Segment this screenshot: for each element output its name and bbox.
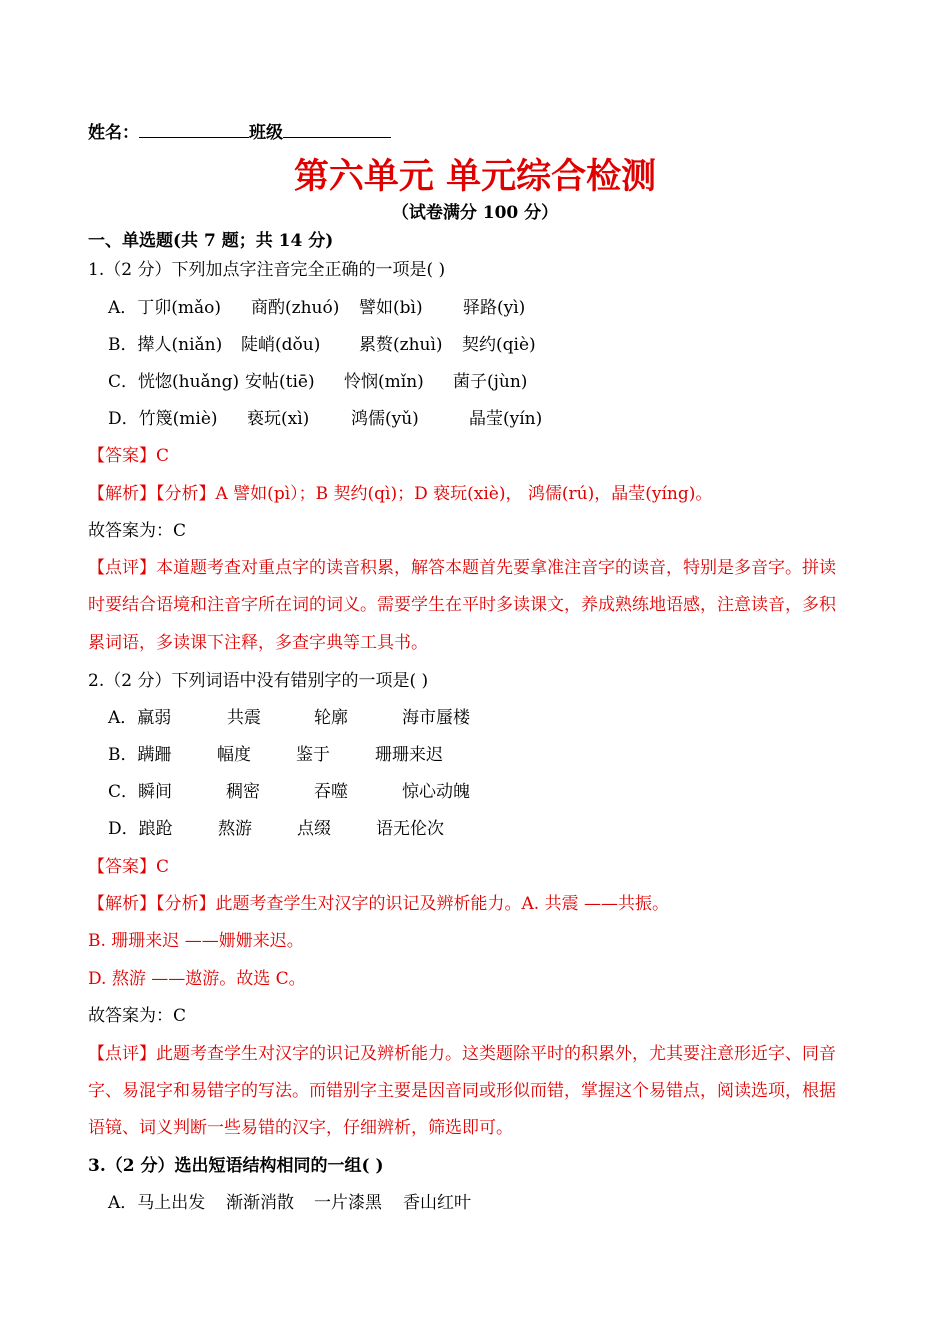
q1-d-3: 鸿儒(yǔ) xyxy=(351,409,419,429)
name-blank xyxy=(139,121,249,138)
q2-d-3: 点缀 xyxy=(297,819,331,839)
name-label: 姓名： xyxy=(88,123,139,143)
question-3-stem: 3.（2 分）选出短语结构相同的一组( ) xyxy=(88,1156,384,1176)
q1-c-3: 怜悯(mǐn) xyxy=(344,372,424,392)
page-title: 第六单元 单元综合检测 xyxy=(293,156,657,197)
q2-analysis-line-3: D. 熬游 ——遨游。故选 C。 xyxy=(88,969,306,989)
q3-a-4: 香山红叶 xyxy=(403,1193,471,1213)
q1-c-1: C．恍惚(huǎng) xyxy=(108,372,240,392)
q2-d-2: 熬游 xyxy=(218,819,252,839)
q1-option-b xyxy=(108,334,536,356)
q2-comment-line-1: 【点评】此题考查学生对汉字的识记及辨析能力。这类题除平时的积累外，尤其要注意形近字、同音 xyxy=(88,1044,836,1064)
q2-comment-line-3: 语镜、词义判断一些易错的汉字，仔细辨析，筛选即可。 xyxy=(88,1118,513,1138)
q1-a-2: 商酌(zhuó) xyxy=(251,298,340,318)
q1-b-4: 契约(qiè) xyxy=(462,335,536,355)
q2-b-1: B．蹒跚 xyxy=(108,745,172,765)
q2-c-1: C．瞬间 xyxy=(108,782,173,802)
q2-a-2: 共震 xyxy=(227,708,261,728)
q1-c-2: 安帖(tiē) xyxy=(245,372,315,392)
q2-c-2: 稠密 xyxy=(226,782,260,802)
class-blank xyxy=(283,121,391,138)
q2-a-1: A．羸弱 xyxy=(108,708,172,728)
class-label: 班级 xyxy=(249,123,283,143)
q1-option-c xyxy=(108,371,527,393)
q1-a-4: 驿路(yì) xyxy=(463,298,526,318)
q1-conclusion: 故答案为：C xyxy=(88,521,187,541)
question-1-stem: 1.（2 分）下列加点字注音完全正确的一项是( ) xyxy=(88,260,446,280)
question-2-stem: 2.（2 分）下列词语中没有错别字的一项是( ) xyxy=(88,671,429,691)
q1-a-3: 譬如(bì) xyxy=(359,298,423,318)
q1-b-2: 陡峭(dǒu) xyxy=(241,335,321,355)
q1-b-3: 累赘(zhuì) xyxy=(359,335,443,355)
q2-option-c xyxy=(108,781,470,803)
q3-a-3: 一片漆黑 xyxy=(314,1193,382,1213)
q2-d-1: D．踉跄 xyxy=(108,819,173,839)
q2-comment-line-2: 字、易混字和易错字的写法。而错别字主要是因音同或形似而错，掌握这个易错点，阅读选项，根据 xyxy=(88,1081,836,1101)
q2-option-a xyxy=(108,707,470,729)
q1-b-1: B．撵人(niǎn) xyxy=(108,335,223,355)
q2-a-3: 轮廓 xyxy=(314,708,348,728)
q2-answer: 【答案】C xyxy=(88,857,170,877)
q2-b-2: 幅度 xyxy=(217,745,251,765)
section-heading: 一、单选题(共 7 题；共 14 分) xyxy=(88,231,334,251)
q2-conclusion: 故答案为：C xyxy=(88,1006,187,1026)
q1-comment-line-2: 时要结合语境和注音字所在词的词义。需要学生在平时多读课文，养成熟练地语感，注意读音，多积 xyxy=(88,595,836,615)
student-info-line xyxy=(88,121,391,144)
q1-analysis: 【解析】【分析】A 譬如(pì）；B 契约(qì)；D 亵玩(xiè)， 鸿儒(rú)，晶莹(yíng)。 xyxy=(88,484,713,504)
q1-comment-line-3: 累词语，多读课下注释，多查字典等工具书。 xyxy=(88,633,428,653)
q1-option-a xyxy=(108,297,525,319)
q1-option-d xyxy=(108,408,542,430)
q2-option-b xyxy=(108,744,443,766)
q1-d-4: 晶莹(yín) xyxy=(469,409,543,429)
page-subtitle: （试卷满分 100 分） xyxy=(391,203,559,223)
q2-analysis-line-1: 【解析】【分析】此题考查学生对汉字的识记及辨析能力。A. 共震 ——共振。 xyxy=(88,894,669,914)
q2-analysis-line-2: B. 珊珊来迟 ——姗姗来迟。 xyxy=(88,931,304,951)
q1-answer: 【答案】C xyxy=(88,446,170,466)
q2-c-4: 惊心动魄 xyxy=(402,782,470,802)
q2-option-d xyxy=(108,818,444,840)
q2-c-3: 吞噬 xyxy=(314,782,348,802)
q1-a-1: A．丁卯(mǎo) xyxy=(108,298,222,318)
q2-b-4: 珊珊来迟 xyxy=(375,745,443,765)
q3-option-a xyxy=(108,1192,471,1214)
q2-b-3: 鉴于 xyxy=(296,745,330,765)
q1-d-2: 亵玩(xì) xyxy=(247,409,310,429)
q2-d-4: 语无伦次 xyxy=(376,819,444,839)
q1-d-1: D．竹篾(miè) xyxy=(108,409,218,429)
q3-a-1: A．马上出发 xyxy=(108,1193,206,1213)
q1-comment-line-1: 【点评】本道题考查对重点字的读音积累，解答本题首先要拿准注音字的读音，特别是多音字。拼读 xyxy=(88,558,836,578)
q2-a-4: 海市蜃楼 xyxy=(402,708,470,728)
q3-a-2: 渐渐消散 xyxy=(226,1193,294,1213)
q1-c-4: 菌子(jùn) xyxy=(453,372,528,392)
